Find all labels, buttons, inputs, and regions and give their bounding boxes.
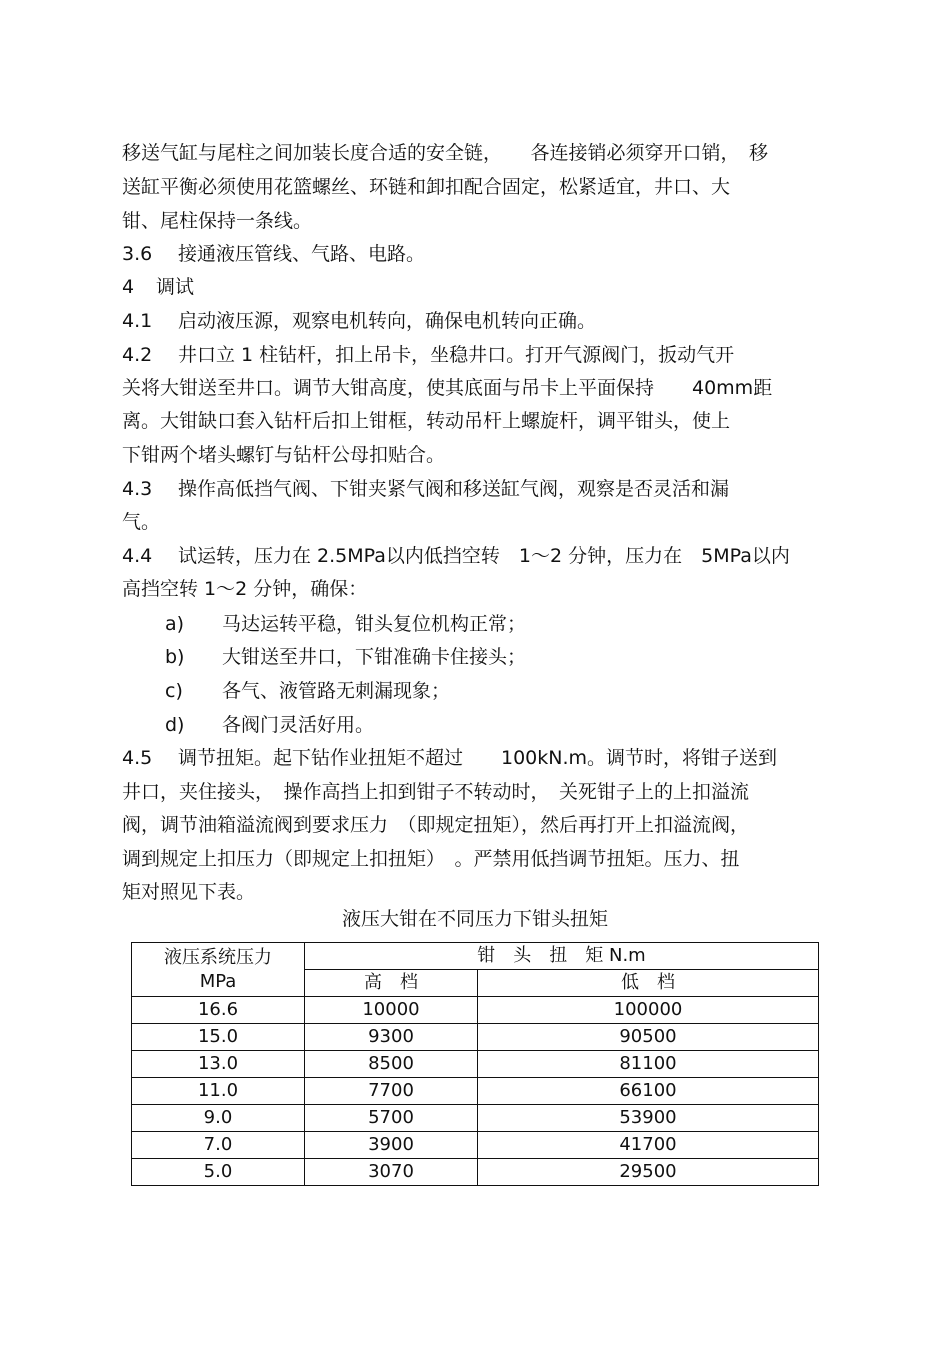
section-4-2-line-2: 关将大钳送至井口。调节大钳高度，使其底面与吊卡上平面保持 40mm距 [122,377,773,399]
cell-low: 81100 [478,1051,819,1078]
cell-high: 5700 [305,1105,478,1132]
table-row [132,1159,819,1186]
section-text: 启动液压源，观察电机转向，确保电机转向正确。 [178,310,597,332]
list-item-b: 大钳送至井口，下钳准确卡住接头； [222,646,527,668]
cell-pressure: 9.0 [132,1105,305,1132]
section-4-3-line-1 [122,476,729,502]
intro-line-3: 钳、尾柱保持一条线。 [122,210,313,232]
section-4-2-line-4: 下钳两个堵头螺钉与钻杆公母扣贴合。 [122,444,446,466]
section-4-5-line-3: 阀，调节油箱溢流阀到要求压力 （即规定扭矩），然后再打开上扣溢流阀， [122,814,750,836]
header-low-gear: 低 档 [478,970,819,997]
list-marker-a: a) [165,613,185,635]
cell-low: 53900 [478,1105,819,1132]
header-pressure-unit: MPa [199,970,237,992]
cell-low: 90500 [478,1024,819,1051]
section-4-4-line-1 [122,543,790,569]
section-4-4-line-2: 高挡空转 1～2 分钟，确保： [122,578,368,600]
section-number: 4.5 [122,747,153,769]
section-title: 调试 [156,276,195,298]
table-row [132,1078,819,1105]
cell-high: 9300 [305,1024,478,1051]
cell-low: 66100 [478,1078,819,1105]
cell-pressure: 7.0 [132,1132,305,1159]
section-3-6 [122,241,425,267]
cell-pressure: 11.0 [132,1078,305,1105]
cell-pressure: 15.0 [132,1024,305,1051]
section-text: 井口立 1 柱钻杆，扣上吊卡，坐稳井口。打开气源阀门，扳动气开 [178,344,735,366]
intro-line-1: 移送气缸与尾柱之间加装长度合适的安全链， 各连接销必须穿开口销， 移 [122,142,769,164]
cell-high: 3070 [305,1159,478,1186]
list-item-d: 各阀门灵活好用。 [222,714,375,736]
cell-high: 10000 [305,997,478,1024]
section-4-1 [122,308,596,334]
header-pressure-label: 液压系统压力 [164,946,272,968]
section-text: 调节扭矩。起下钻作业扭矩不超过 100kN.m。调节时，将钳子送到 [178,747,778,769]
section-number: 4.2 [122,344,153,366]
section-4-5-line-4: 调到规定上扣压力（即规定上扣扭矩） 。严禁用低挡调节扭矩。压力、扭 [122,848,740,870]
cell-pressure: 5.0 [132,1159,305,1186]
section-4-heading [122,274,194,300]
cell-high: 7700 [305,1078,478,1105]
cell-high: 8500 [305,1051,478,1078]
section-number: 4.3 [122,478,153,500]
list-item-a: 马达运转平稳，钳头复位机构正常； [222,613,527,635]
section-4-5-line-1 [122,745,777,771]
section-text: 接通液压管线、气路、电路。 [178,243,426,265]
section-text: 操作高低挡气阀、下钳夹紧气阀和移送缸气阀，观察是否灵活和漏 [178,478,730,500]
section-number: 4.1 [122,310,153,332]
cell-low: 41700 [478,1132,819,1159]
table-row [132,1132,819,1159]
section-4-5-line-5: 矩对照见下表。 [122,881,256,903]
header-torque: 钳 头 扭 矩 N.m [305,943,819,970]
list-marker-c: c) [165,680,183,702]
header-high-gear: 高 档 [305,970,478,997]
cell-low: 29500 [478,1159,819,1186]
section-number: 4.4 [122,545,153,567]
section-4-2-line-1 [122,342,734,368]
list-marker-d: d) [165,714,185,736]
table-row [132,1105,819,1132]
cell-high: 3900 [305,1132,478,1159]
table-row [132,997,819,1024]
torque-table [131,942,819,1186]
section-4-5-line-2: 井口，夹住接头， 操作高挡上扣到钳子不转动时， 关死钳子上的上扣溢流 [122,781,750,803]
section-text: 试运转，压力在 2.5MPa以内低挡空转 1～2 分钟，压力在 5MPa以内 [178,545,790,567]
section-number: 4 [122,276,135,298]
table-caption: 液压大钳在不同压力下钳头扭矩 [341,908,608,930]
section-4-2-line-3: 离。大钳缺口套入钻杆后扣上钳框，转动吊杆上螺旋杆，调平钳头，使上 [122,410,731,432]
header-pressure [132,943,305,997]
section-4-3-line-2: 气。 [122,511,161,533]
cell-low: 100000 [478,997,819,1024]
section-number: 3.6 [122,243,153,265]
list-marker-b: b) [165,646,185,668]
cell-pressure: 13.0 [132,1051,305,1078]
intro-line-2: 送缸平衡必须使用花篮螺丝、环链和卸扣配合固定，松紧适宜，井口、大 [122,176,731,198]
cell-pressure: 16.6 [132,997,305,1024]
table-row [132,1024,819,1051]
table-row [132,1051,819,1078]
list-item-c: 各气、液管路无刺漏现象； [222,680,451,702]
